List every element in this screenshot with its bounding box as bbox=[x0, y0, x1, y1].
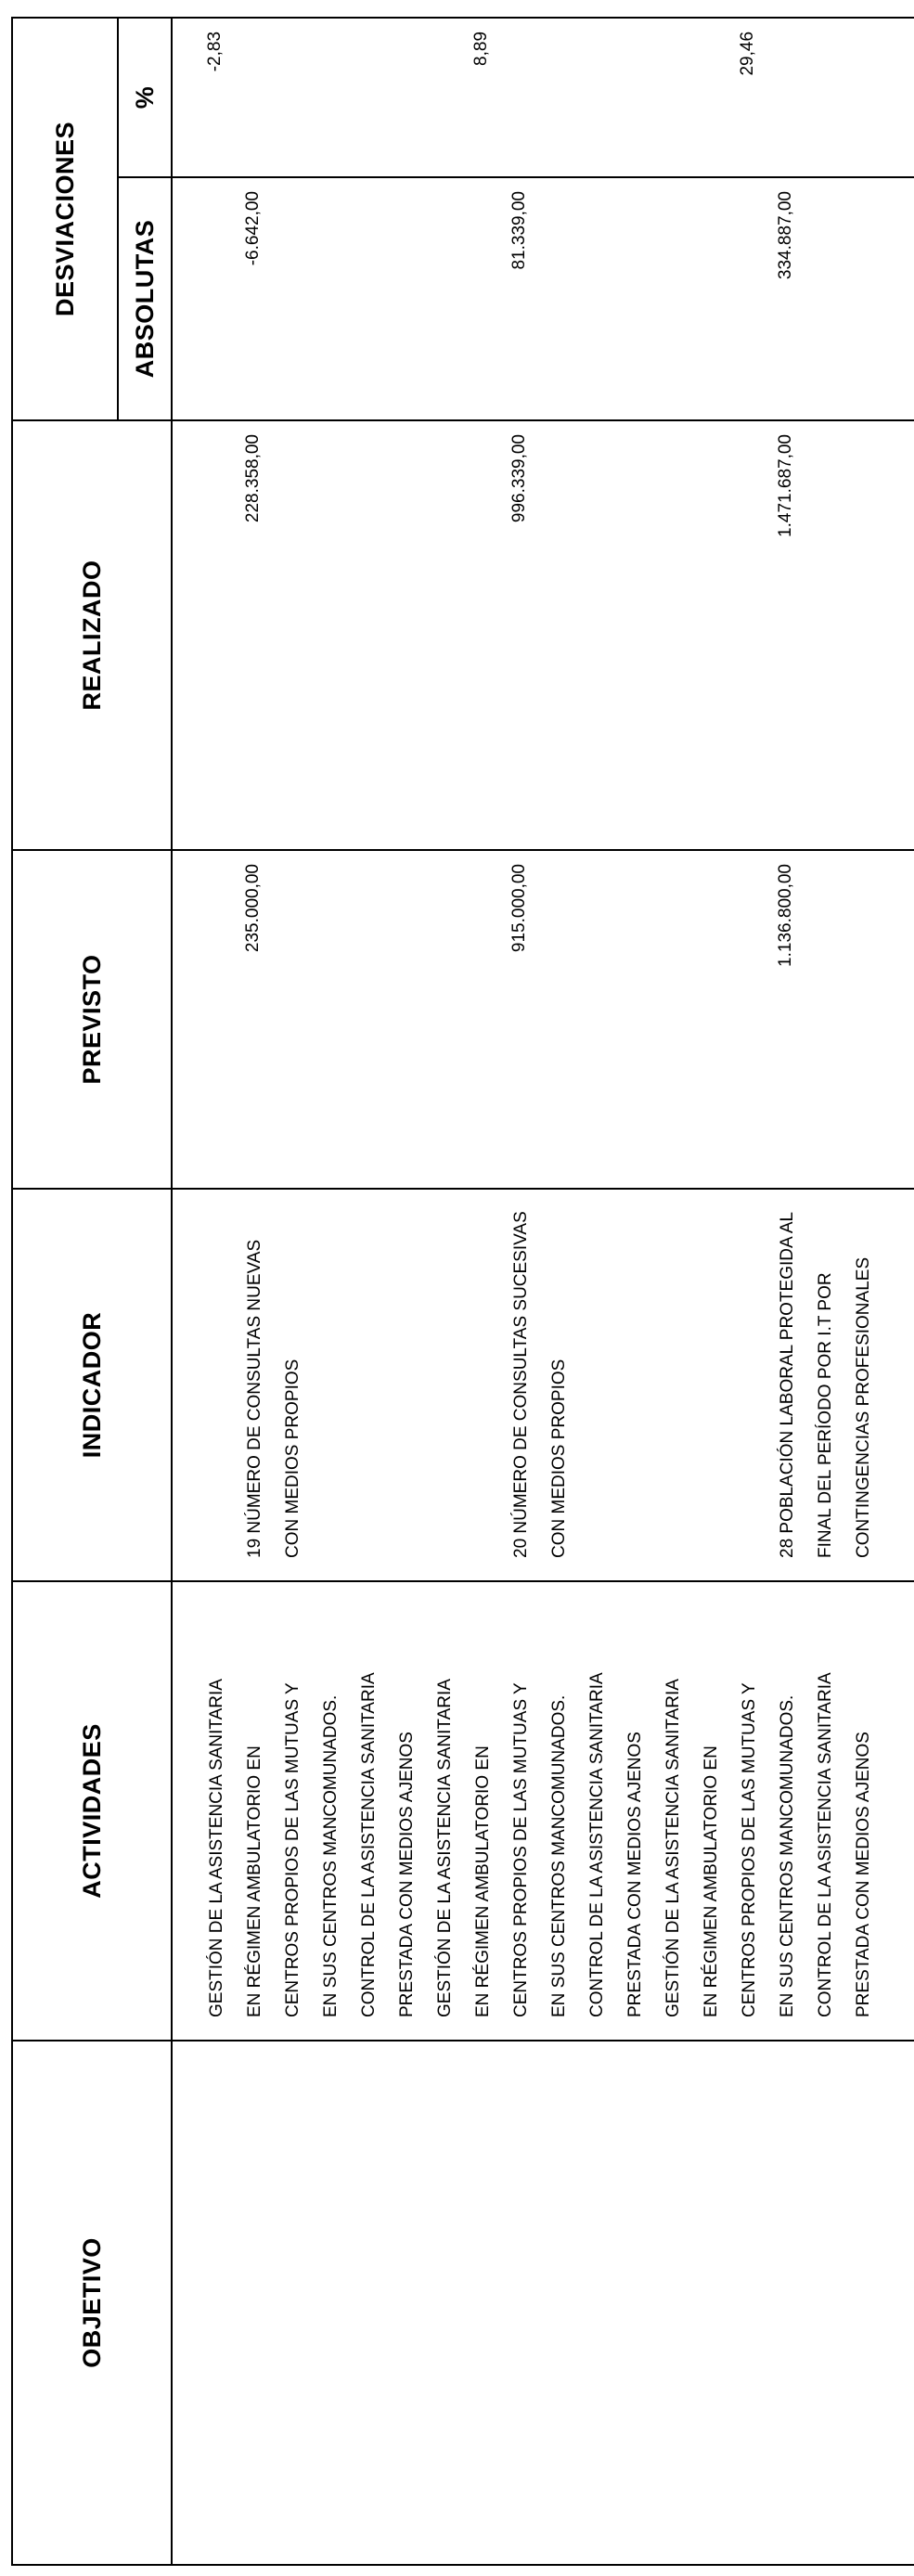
objectives-table bbox=[11, 17, 914, 2566]
absolutas-value: 334.887,00 bbox=[776, 191, 795, 280]
header-objetivo: OBJETIVO bbox=[12, 2041, 172, 2565]
actividad-line: PRESTADA CON MEDIOS AJENOS bbox=[854, 1732, 873, 2017]
header-realizado: REALIZADO bbox=[12, 420, 172, 850]
actividad-line: CENTROS PROPIOS DE LAS MUTUAS Y bbox=[511, 1682, 531, 2017]
previsto-value: 1.136.800,00 bbox=[776, 864, 795, 967]
header-indicador: INDICADOR bbox=[12, 1189, 172, 1581]
porcentaje-cell bbox=[172, 18, 914, 177]
objetivo-cell bbox=[172, 2041, 914, 2565]
indicador-line: CON MEDIOS PROPIOS bbox=[283, 1359, 303, 1558]
table-row bbox=[172, 18, 914, 2565]
actividad-line: EN RÉGIMEN AMBULATORIO EN bbox=[245, 1745, 264, 2017]
actividad-line: EN SUS CENTROS MANCOMUNADOS. bbox=[321, 1694, 341, 2017]
absolutas-value: 81.339,00 bbox=[509, 191, 529, 270]
porcentaje-values bbox=[173, 19, 914, 176]
actividad-line: PRESTADA CON MEDIOS AJENOS bbox=[625, 1732, 645, 2017]
absolutas-value: -6.642,00 bbox=[243, 191, 263, 266]
porcentaje-value: -2,83 bbox=[205, 31, 225, 72]
actividad-line: EN RÉGIMEN AMBULATORIO EN bbox=[473, 1745, 493, 2017]
actividad-line: CONTROL DE LA ASISTENCIA SANITARIA bbox=[816, 1672, 835, 2017]
indicador-line: 20 NÚMERO DE CONSULTAS SUCESIVAS bbox=[511, 1211, 531, 1558]
previsto-value: 235.000,00 bbox=[243, 864, 263, 953]
actividad-line: CENTROS PROPIOS DE LAS MUTUAS Y bbox=[283, 1682, 303, 2017]
realizado-value: 996.339,00 bbox=[509, 434, 529, 523]
actividad-line: CONTROL DE LA ASISTENCIA SANITARIA bbox=[587, 1672, 607, 2017]
porcentaje-value: 29,46 bbox=[738, 31, 757, 76]
realizado-value: 228.358,00 bbox=[243, 434, 263, 523]
actividad-line: EN SUS CENTROS MANCOMUNADOS. bbox=[549, 1694, 569, 2017]
realizado-values bbox=[173, 421, 914, 849]
header-desviaciones: DESVIACIONES bbox=[12, 18, 118, 420]
indicador-line: CON MEDIOS PROPIOS bbox=[549, 1359, 569, 1558]
actividad-line: PRESTADA CON MEDIOS AJENOS bbox=[397, 1732, 417, 2017]
actividad-line: EN SUS CENTROS MANCOMUNADOS. bbox=[778, 1694, 797, 2017]
indicador-list bbox=[173, 1190, 882, 1580]
realizado-cell bbox=[172, 420, 914, 850]
indicador-item bbox=[502, 1190, 730, 1558]
indicador-line: 19 NÚMERO DE CONSULTAS NUEVAS bbox=[245, 1239, 264, 1558]
indicador-item bbox=[236, 1190, 464, 1558]
porcentaje-value: 8,89 bbox=[471, 31, 491, 66]
actividades-cell bbox=[172, 1581, 914, 2041]
header-row bbox=[12, 18, 118, 2565]
indicador-line: 28 POBLACIÓN LABORAL PROTEGIDA AL bbox=[778, 1211, 797, 1558]
actividad-line: CENTROS PROPIOS DE LAS MUTUAS Y bbox=[740, 1682, 759, 2017]
indicador-item bbox=[768, 1190, 882, 1558]
previsto-value: 915.000,00 bbox=[509, 864, 529, 953]
actividad-line: GESTIÓN DE LA ASISTENCIA SANITARIA bbox=[663, 1679, 683, 2017]
indicador-line: FINAL DEL PERÍODO POR I.T POR bbox=[816, 1272, 835, 1558]
header-absolutas: ABSOLUTAS bbox=[118, 177, 172, 420]
actividad-line: GESTIÓN DE LA ASISTENCIA SANITARIA bbox=[435, 1679, 455, 2017]
realizado-value: 1.471.687,00 bbox=[776, 434, 795, 537]
previsto-cell bbox=[172, 850, 914, 1189]
absolutas-values bbox=[173, 178, 914, 419]
actividad-line: CONTROL DE LA ASISTENCIA SANITARIA bbox=[359, 1672, 379, 2017]
actividad-line: GESTIÓN DE LA ASISTENCIA SANITARIA bbox=[207, 1679, 226, 2017]
indicador-cell bbox=[172, 1189, 914, 1581]
absolutas-cell bbox=[172, 177, 914, 420]
previsto-values bbox=[173, 851, 914, 1188]
header-porcentaje: % bbox=[118, 18, 172, 177]
actividades-list bbox=[173, 1582, 882, 2040]
indicador-line: CONTINGENCIAS PROFESIONALES bbox=[854, 1256, 873, 1558]
header-actividades: ACTIVIDADES bbox=[12, 1581, 172, 2041]
header-previsto: PREVISTO bbox=[12, 850, 172, 1189]
actividad-line: EN RÉGIMEN AMBULATORIO EN bbox=[702, 1745, 721, 2017]
